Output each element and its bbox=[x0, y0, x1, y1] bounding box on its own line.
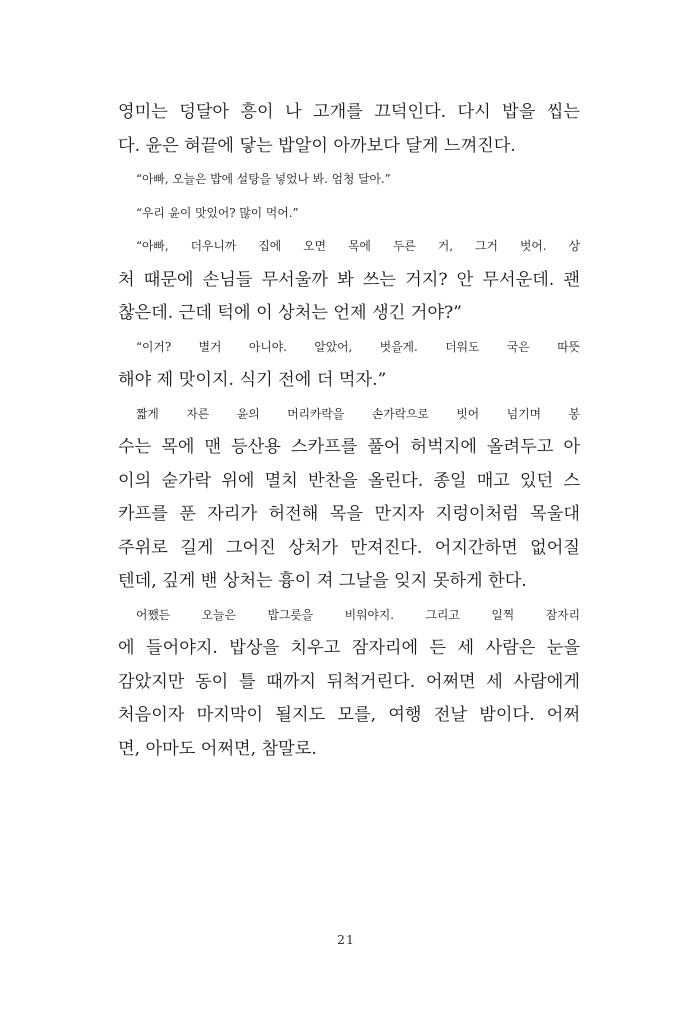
text-line: 처음이자 마지막이 될지도 모를, 여행 전날 밤이다. 어쩌 bbox=[118, 705, 580, 725]
text-line: 영미는 덩달아 흥이 나 고개를 끄덕인다. 다시 밥을 씹는 bbox=[118, 102, 580, 122]
text-line: 어쨌든 오늘은 밥그릇을 비워야지. 그리고 일찍 잠자리 bbox=[136, 607, 580, 622]
text-line: 수는 목에 맨 등산용 스카프를 풀어 허벅지에 올려두고 아 bbox=[118, 437, 580, 457]
text-line: “이거? 별거 아니야. 알았어, 벗을게. 더워도 국은 따뜻 bbox=[136, 339, 580, 354]
text-line: “우리 윤이 맛있어? 많이 먹어.” bbox=[136, 205, 299, 220]
text-line: 이의 숟가락 위에 멸치 반찬을 올린다. 종일 매고 있던 스 bbox=[118, 470, 580, 491]
text-line: “아빠, 더우니까 집에 오면 목에 두른 거, 그거 벗어. 상 bbox=[136, 239, 580, 253]
text-line: 감았지만 동이 틀 때까지 뒤척거린다. 어쩌면 세 사람에게 bbox=[118, 671, 580, 692]
text-line: 주위로 길게 그어진 상처가 만져진다. 어지간하면 없어질 bbox=[118, 537, 580, 558]
text-line: 다. 윤은 혀끝에 닿는 밥알이 아까보다 달게 느껴진다. bbox=[118, 135, 516, 156]
text-line: 카프를 푼 자리가 허전해 목을 만지자 지렁이처럼 목울대 bbox=[118, 504, 580, 524]
page-number: 21 bbox=[337, 932, 355, 947]
text-line: 에 들어야지. 밥상을 치우고 잠자리에 든 세 사람은 눈을 bbox=[118, 638, 580, 658]
body-text bbox=[118, 96, 580, 766]
text-line: 해야 제 맛이지. 식기 전에 더 먹자.” bbox=[118, 370, 387, 390]
text-line: 처 때문에 손님들 무서울까 봐 쓰는 거지? 안 무서운데. 괜 bbox=[118, 269, 580, 290]
text-line: 찮은데. 근데 턱에 이 상처는 언제 생긴 거야?” bbox=[118, 303, 462, 323]
text-line: 짧게 자른 윤의 머리카락을 손가락으로 빗어 넘기며 봉 bbox=[136, 406, 580, 421]
text-line: 면, 아마도 어쩌면, 참말로. bbox=[118, 738, 317, 759]
text-line: “아빠, 오늘은 밥에 설탕을 넣었나 봐. 엄청 달아.” bbox=[136, 172, 391, 186]
text-line: 텐데, 깊게 밴 상처는 흉이 져 그날을 잊지 못하게 한다. bbox=[118, 571, 527, 591]
